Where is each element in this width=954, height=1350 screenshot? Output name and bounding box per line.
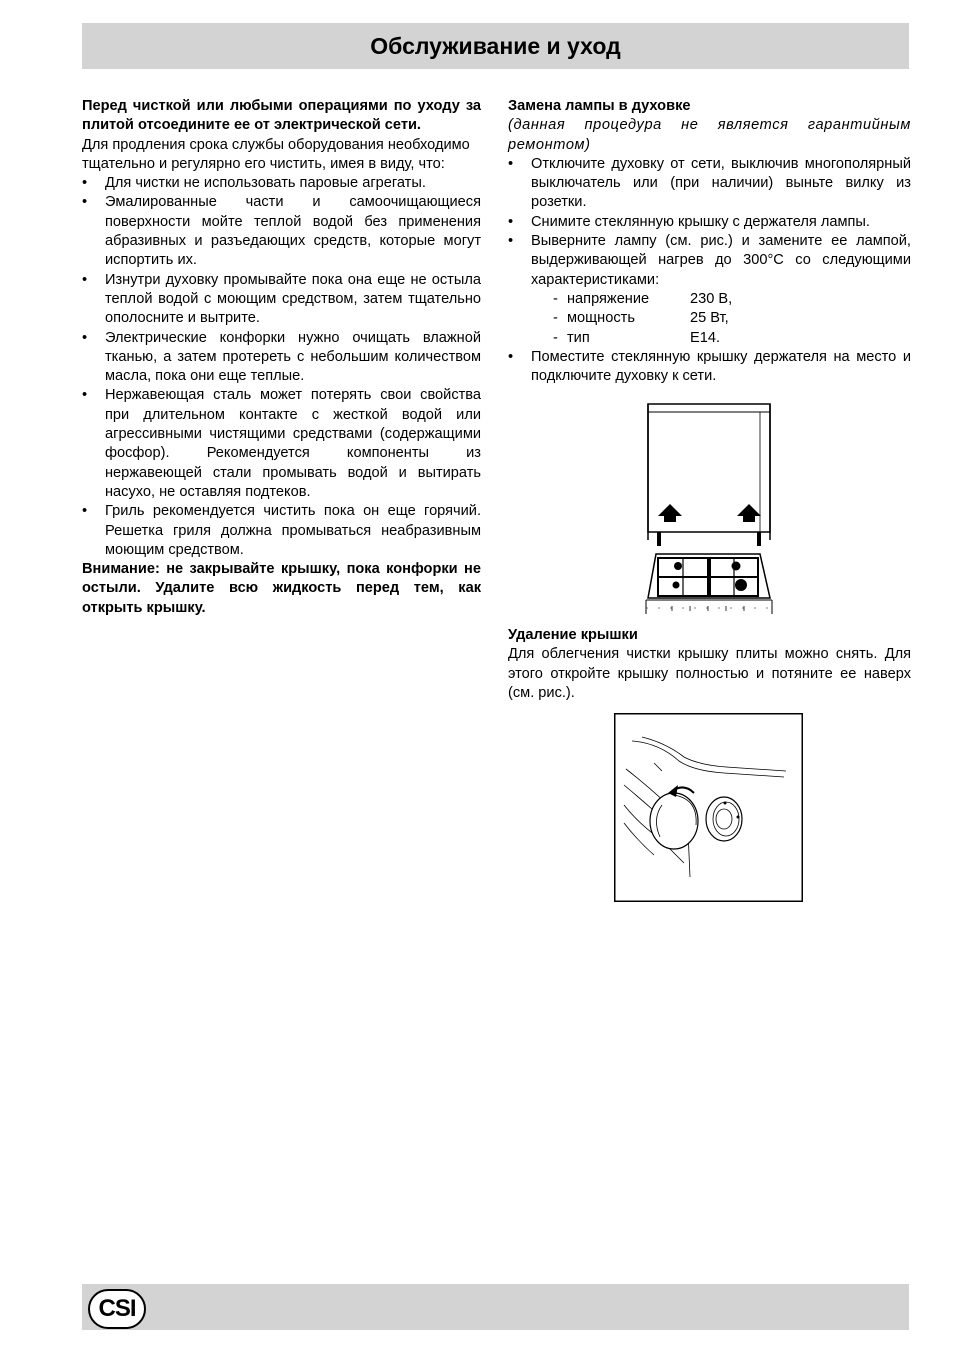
lamp-specs [508,290,911,348]
left-column [82,97,481,618]
lamp-section-title: Замена лампы в духовке [508,98,691,114]
attention-note: Внимание: не закрывайте крышку, пока конфорки не остыли. Удалите всю жидкость перед тем, как открыть крышку. [82,561,481,616]
spec-row: - напряжение 230 В, [508,290,911,309]
spec-row: - мощность 25 Вт, [508,309,911,328]
spec-name: мощность [567,310,635,327]
list-item: • Электрические конфорки нужно очищать влажной тканью, а затем протереть с небольшим количеством масла, пока они еще теплые. [82,329,481,387]
right-column [508,97,911,386]
csi-logo: CSI [88,1289,146,1329]
list-item: • Изнутри духовку промывайте пока она еще не остыла теплой водой с моющим средством, затем тщательно ополосните и вытрите. [82,271,481,329]
list-item: • Выверните лампу (см. рис.) и замените ее лампой, выдерживающей нагрев до 300°С со следующими характеристиками: [508,232,911,290]
intro-paragraph: Для продления срока службы оборудования необходимо тщательно и регулярно его чистить, имея в виду, что: [82,136,470,172]
burner-icon [732,562,741,571]
lid-removal-illustration [628,402,790,616]
lamp-replacement-illustration [614,713,803,902]
cleaning-list [82,174,481,560]
lamp-steps-list [508,155,911,290]
list-item: • Для чистки не использовать паровые агрегаты. [82,174,481,193]
spec-value: 230 В, [690,290,733,307]
spec-value: 25 Вт, [690,310,729,327]
page-title: Обслуживание и уход [370,32,621,59]
list-item: • Отключите духовку от сети, выключив многополярный выключатель или (при наличии) выньте вилку из розетки. [508,155,911,213]
list-item: • Гриль рекомендуется чистить пока он еще горячий. Решетка гриля должна промываться неабразивным моющим средством. [82,502,481,560]
list-item: • Эмалированные части и самоочищающиеся поверхности мойте теплой водой без применения абразивных и разъедающих средств, которые могут испортить их. [82,193,481,270]
spec-name: тип [567,329,590,346]
lid-removal-section [508,626,911,703]
removal-title: Удаление крышки [508,627,638,643]
removal-paragraph: Для облегчения чистки крышку плиты можно снять. Для этого откройте крышку полностью и потяните ее наверх (см. рис.). [508,646,911,701]
burner-icon [674,562,682,570]
spec-row: - тип E14. [508,329,911,348]
lamp-warranty-note: (данная процедура не является гарантийным ремонтом) [508,117,911,153]
spec-name: напряжение [567,290,650,307]
list-item: • Снимите стеклянную крышку с держателя лампы. [508,213,911,232]
spec-value: E14. [690,329,721,346]
list-item: • Поместите стеклянную крышку держателя на место и подключите духовку к сети. [508,348,911,387]
footer-bar [82,1284,909,1330]
header-bar [82,23,909,69]
list-item: • Нержавеющая сталь может потерять свои свойства при длительном контакте с жесткой водой или агрессивными чистящими средствами (содержащими фосфор). Рекомендуется компоненты из нержавеющей стали промывать водой и вытирать насухо, не оставляя подтеков. [82,386,481,502]
burner-icon [735,579,747,591]
safety-warning: Перед чисткой или любыми операциями по уходу за плитой отсоедините ее от электрической сети. [82,98,481,134]
lamp-final-step [508,348,911,387]
burner-icon [673,582,680,589]
